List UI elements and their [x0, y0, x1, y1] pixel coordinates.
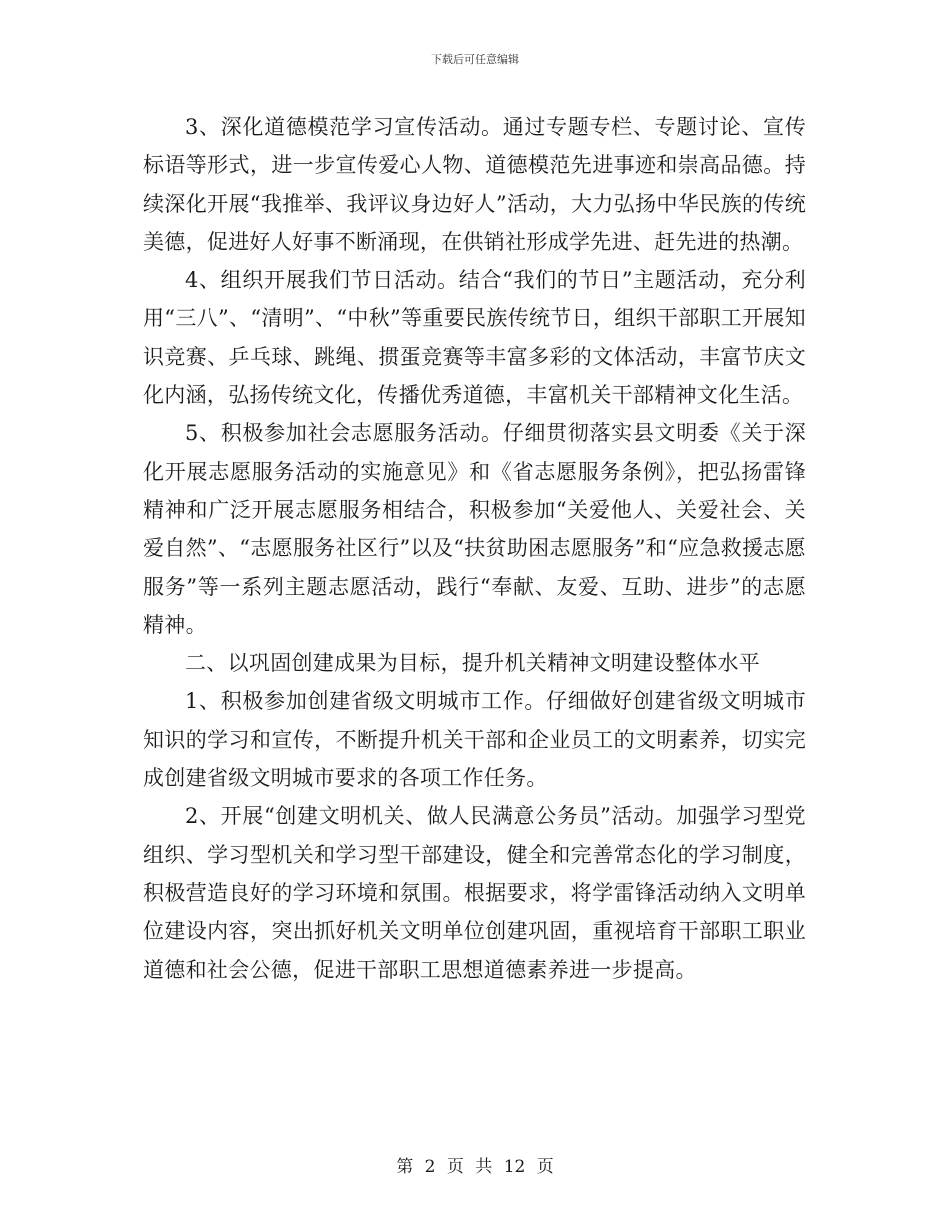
- paragraph-civilized-city: 1、积极参加创建省级文明城市工作。仔细做好创建省级文明城市知识的学习和宣传，不断提升机关干部和企业员工的文明素养，切实完成创建省级文明城市要求的各项工作任务。: [143, 689, 806, 791]
- page-number-footer: 第 2 页 共 12 页: [396, 1157, 554, 1177]
- paragraph-volunteer-service: 5、积极参加社会志愿服务活动。仔细贯彻落实县文明委《关于深化开展志愿服务活动的实施意见》和《省志愿服务条例》，把弘扬雷锋精神和广泛开展志愿服务相结合，积极参加“关爱他人、关爱社会、关爱自然”、“志愿服务社区行”以及“扶贫助困志愿服务”和“应急救援志愿服务”等一系列主题志愿活动，践行“奉献、友爱、互助、进步”的志愿精神。: [143, 421, 806, 637]
- paragraph-civilized-organ: 2、开展“创建文明机关、做人民满意公务员”活动。加强学习型党组织、学习型机关和学习型干部建设，健全和完善常态化的学习制度，积极营造良好的学习环境和氛围。根据要求，将学雷锋活动纳入文明单位建设内容，突出抓好机关文明单位创建巩固，重视培育干部职工职业道德和社会公德，促进干部职工思想道德素养进一步提高。: [143, 804, 806, 982]
- page-header-note: 下载后可任意编辑: [431, 53, 519, 66]
- section-heading-consolidate: 二、以巩固创建成果为目标，提升机关精神文明建设整体水平: [185, 651, 761, 676]
- document-body: [143, 108, 806, 989]
- paragraph-festival-activities: 4、组织开展我们节日活动。结合“我们的节日”主题活动，充分利用“三八”、“清明”、“中秋”等重要民族传统节日，组织干部职工开展知识竞赛、乒乓球、跳绳、掼蛋竞赛等丰富多彩的文体活动，丰富节庆文化内涵，弘扬传统文化，传播优秀道德，丰富机关干部精神文化生活。: [143, 268, 806, 408]
- paragraph-moral-models: 3、深化道德模范学习宣传活动。通过专题专栏、专题讨论、宣传标语等形式，进一步宣传爱心人物、道德模范先进事迹和崇高品德。持续深化开展“我推举、我评议身边好人”活动，大力弘扬中华民族的传统美德，促进好人好事不断涌现，在供销社形成学先进、赶先进的热潮。: [143, 115, 806, 254]
